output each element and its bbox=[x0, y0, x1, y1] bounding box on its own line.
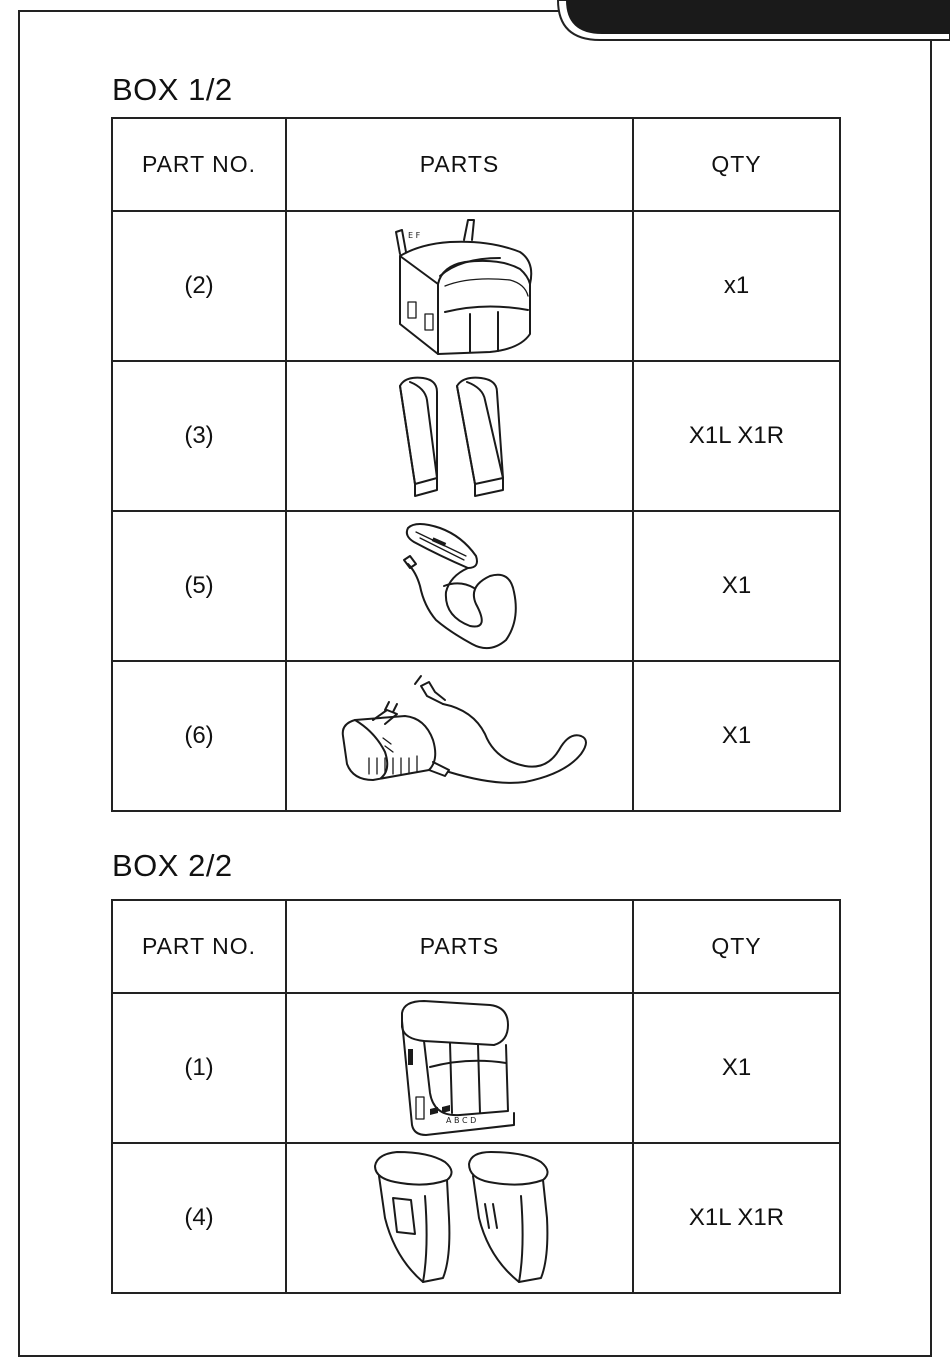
table-header-row bbox=[112, 900, 840, 993]
box-2-title: BOX 2/2 bbox=[112, 848, 233, 883]
table-row bbox=[112, 1143, 840, 1293]
table-row bbox=[112, 211, 840, 361]
header-part-no: PART NO. bbox=[112, 118, 286, 211]
table-row bbox=[112, 511, 840, 661]
part-quantity: X1 bbox=[633, 511, 840, 661]
part-number: (3) bbox=[112, 361, 286, 511]
part-image-cell bbox=[286, 211, 633, 361]
seat-base-icon bbox=[370, 214, 550, 359]
table-row bbox=[112, 993, 840, 1143]
part-quantity: X1L X1R bbox=[633, 1143, 840, 1293]
part-quantity: X1 bbox=[633, 661, 840, 811]
part-number: (4) bbox=[112, 1143, 286, 1293]
part-number: (2) bbox=[112, 211, 286, 361]
power-adapter-icon bbox=[325, 674, 595, 799]
part-image-cell bbox=[286, 661, 633, 811]
part-number: (1) bbox=[112, 993, 286, 1143]
backrest-icon bbox=[390, 997, 530, 1139]
header-parts: PARTS bbox=[286, 900, 633, 993]
header-qty: QTY bbox=[633, 118, 840, 211]
header-qty: QTY bbox=[633, 900, 840, 993]
table-row bbox=[112, 661, 840, 811]
part-image-cell bbox=[286, 1143, 633, 1293]
part-image-cell bbox=[286, 993, 633, 1143]
corner-tab bbox=[556, 0, 950, 48]
box-1-title: BOX 1/2 bbox=[112, 72, 233, 107]
connector-marks: A B C D bbox=[445, 1116, 476, 1125]
table-row bbox=[112, 361, 840, 511]
box-1-table bbox=[111, 117, 841, 812]
hand-controller-icon bbox=[380, 516, 540, 656]
part-quantity: X1 bbox=[633, 993, 840, 1143]
part-quantity: X1L X1R bbox=[633, 361, 840, 511]
part-number: (6) bbox=[112, 661, 286, 811]
box-2-table bbox=[111, 899, 841, 1294]
armrests-icon bbox=[365, 1148, 555, 1288]
part-number: (5) bbox=[112, 511, 286, 661]
part-image-cell bbox=[286, 361, 633, 511]
connector-marks: E F bbox=[407, 230, 420, 240]
table-header-row bbox=[112, 118, 840, 211]
header-part-no: PART NO. bbox=[112, 900, 286, 993]
part-quantity: x1 bbox=[633, 211, 840, 361]
arm-cushions-icon bbox=[385, 374, 535, 499]
header-parts: PARTS bbox=[286, 118, 633, 211]
part-image-cell bbox=[286, 511, 633, 661]
